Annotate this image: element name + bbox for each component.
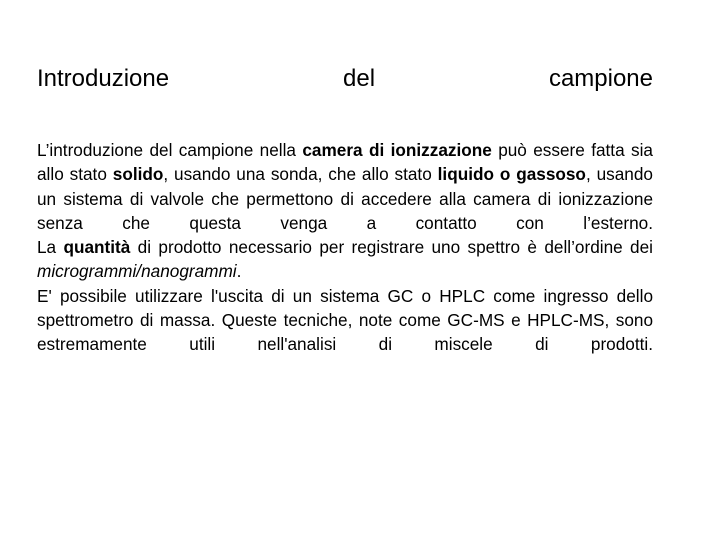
paragraph-quantita bbox=[37, 235, 653, 284]
p1-text-1: L’introduzione del campione nella bbox=[37, 140, 303, 160]
p2-italic-microgrammi: microgrammi/nanogrammi bbox=[37, 261, 237, 282]
p1-text-4: , usando un sistema di valvole che permettono di accedere alla camera di ionizzazione senza che questa venga a contatto con l’esterno. bbox=[37, 164, 653, 233]
p1-bold-liquido: liquido o gassoso bbox=[437, 164, 586, 185]
paragraph-gc-hplc bbox=[37, 284, 653, 357]
title-word-1: Introduzione bbox=[37, 65, 170, 92]
slide-title bbox=[37, 64, 653, 94]
p2-bold-quantita: quantità bbox=[63, 237, 131, 258]
p1-text-2: può essere fatta sia allo stato bbox=[37, 140, 653, 185]
title-word-2: del bbox=[343, 65, 376, 92]
p2-text-3: . bbox=[236, 261, 242, 282]
paragraph-introduzione bbox=[37, 138, 653, 235]
p1-text-3: , usando una sonda, che allo stato bbox=[163, 164, 438, 185]
p2-text-1: La bbox=[37, 237, 64, 258]
title-word-3: campione bbox=[548, 65, 653, 92]
p2-text-2: di prodotto necessario per registrare uno spettro è dell’ordine dei bbox=[130, 237, 653, 258]
slide-body bbox=[37, 138, 653, 357]
p1-bold-camera: camera di ionizzazione bbox=[302, 140, 492, 160]
p3-text-1: E' possibile utilizzare l'uscita di un sistema GC o HPLC come ingresso dello spettrometro di massa. Queste tecniche, note come GC-MS e HPLC-MS, sono estremamente utili nell'analisi di miscele di prodotti. bbox=[37, 285, 653, 355]
p1-bold-solido: solido bbox=[112, 164, 164, 185]
